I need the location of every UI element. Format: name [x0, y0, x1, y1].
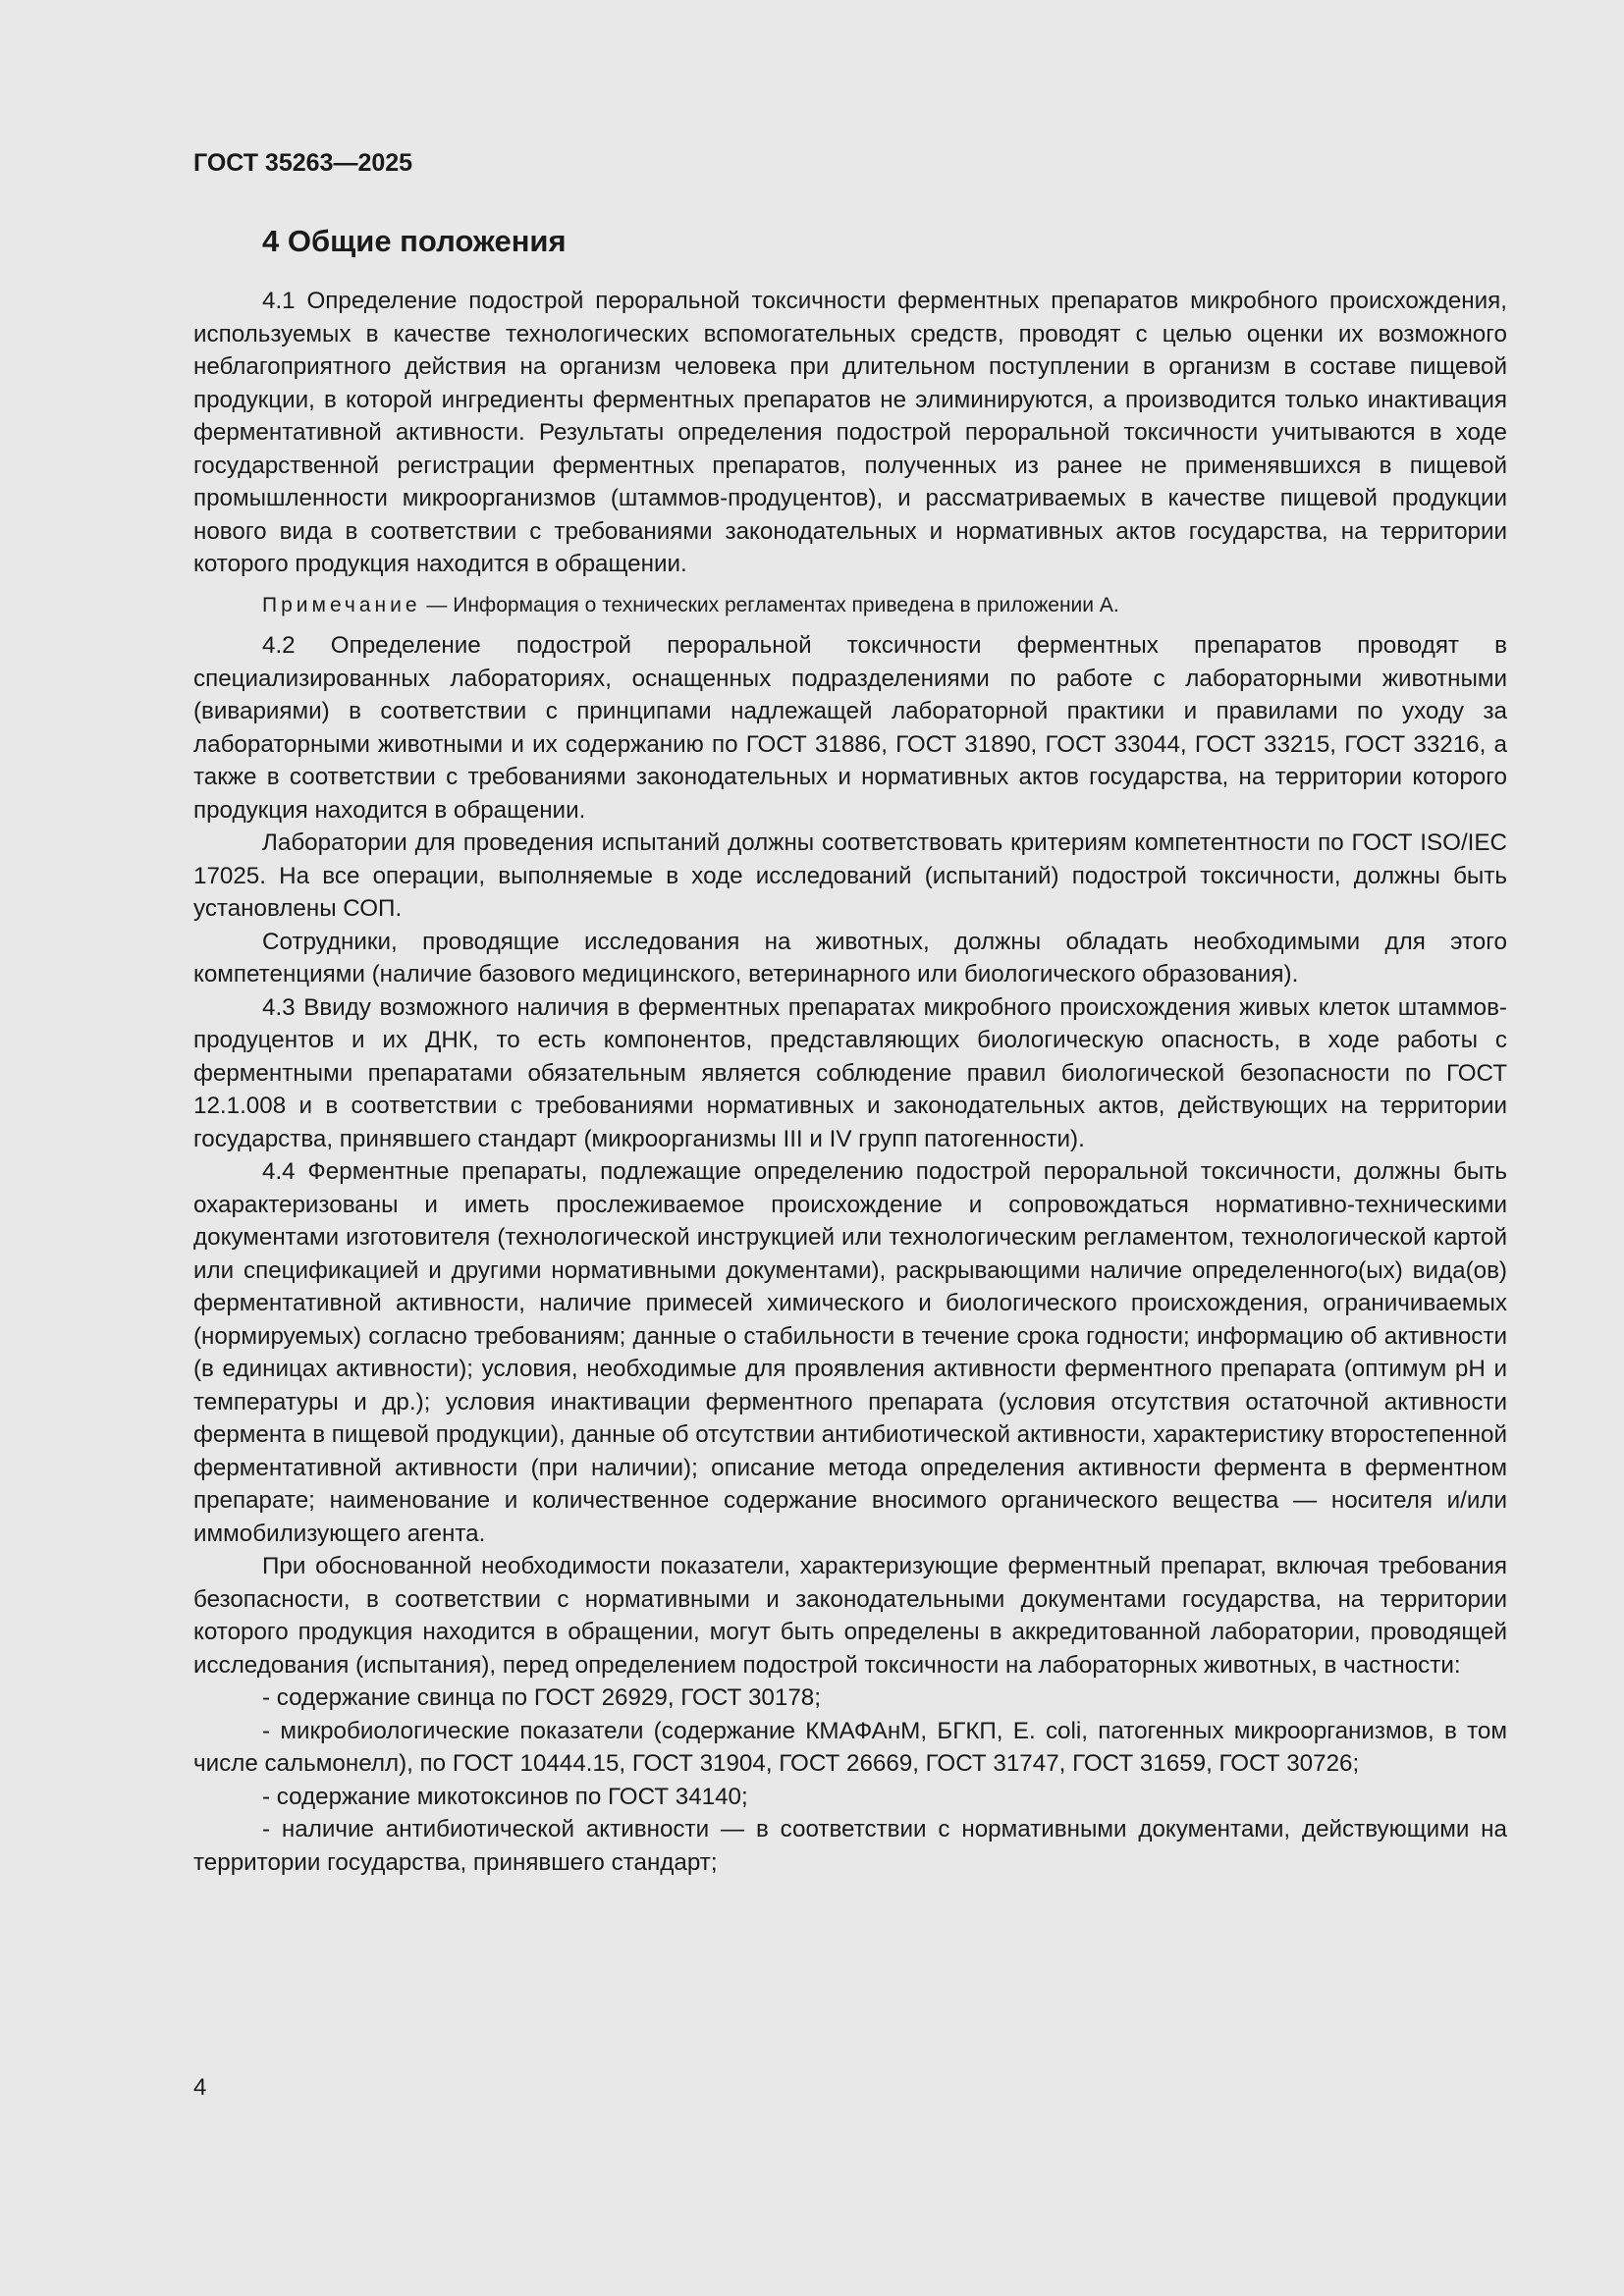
section-body — [193, 285, 1507, 1879]
paragraph-4-1: 4.1 Определение подострой пероральной токсичности ферментных препаратов микробного происхождения, используемых в качестве технологических вспомогательных средств, проводят с целью оценки их возможного неблагоприятного действия на организм человека при длительном поступлении в организм в составе пищевой продукции, в которой ингредиенты ферментных препаратов не элиминируются, а производится только инактивация ферментативной активности. Результаты определения подострой пероральной токсичности учитываются в ходе государственной регистрации ферментных препаратов, полученных из ранее не применявшихся в пищевой промышленности микроорганизмов (штаммов-продуцентов), и рассматриваемых в качестве пищевой продукции нового вида в соответствии с требованиями законодательных и нормативных актов государства, на территории которого продукция находится в обращении. — [193, 288, 1507, 577]
list-item-lead: - содержание свинца по ГОСТ 26929, ГОСТ 30178; — [262, 1684, 821, 1711]
paragraph-4-4-justified: При обоснованной необходимости показатели, характеризующие ферментный препарат, включая требования безопасности, в соответствии с нормативными и законодательными документами государства, на территории которого продукция находится в обращении, могут быть определены в аккредитованной лаборатории, проводящей исследования (испытания), перед определением подострой токсичности на лабораторных животных, в частности: — [193, 1553, 1507, 1679]
paragraph-4-2-laboratories: Лаборатории для проведения испытаний должны соответствовать критериям компетентности по ГОСТ ISO/IEC 17025. На все операции, выполняемые в ходе исследований (испытаний) подострой токсичности, должны быть установлены СОП. — [193, 829, 1507, 922]
paragraph-4-3: 4.3 Ввиду возможного наличия в ферментных препаратах микробного происхождения живых клеток штаммов-продуцентов и их ДНК, то есть компонентов, представляющих биологическую опасность, в ходе работы с ферментными препаратами обязательным является соблюдение правил биологической безопасности по ГОСТ 12.1.008 и в соответствии с требованиями нормативных и законодательных актов, действующих на территории государства, принявшего стандарт (микроорганизмы III и IV групп патогенности). — [193, 993, 1507, 1152]
document-code: ГОСТ 35263—2025 — [193, 149, 413, 177]
note — [193, 589, 1507, 622]
page-number: 4 — [193, 2074, 207, 2101]
section-title: 4 Общие положения — [262, 224, 567, 258]
paragraph-4-2: 4.2 Определение подострой пероральной токсичности ферментных препаратов проводят в специализированных лабораториях, оснащенных подразделениями по работе с лабораторными животными (вивариями) в соответствии с принципами надлежащей лабораторной практики и правилами по уходу за лабораторными животными и их содержанию по ГОСТ 31886, ГОСТ 31890, ГОСТ 33044, ГОСТ 33215, ГОСТ 33216, а также в соответствии с требованиями законодательных и нормативных актов государства, на территории которого продукция находится в обращении. — [193, 632, 1507, 824]
paragraph-4-4: 4.4 Ферментные препараты, подлежащие определению подострой пероральной токсичности, должны быть охарактеризованы и иметь прослеживаемое происхождение и сопровождаться нормативно-техническими документами изготовителя (технологической инструкцией или технологическим регламентом, технологической картой или спецификацией и другими нормативными документами), раскрывающими наличие определенного(ых) вида(ов) ферментативной активности, наличие примесей химического и биологического происхождения, ограничиваемых (нормируемых) согласно требованиям; данные о стабильности в течение срока годности; информацию об активности (в единицах активности); условия, необходимые для проявления активности ферментного препарата (оптимум рН и температуры и др.); условия инактивации ферментного препарата (условия отсутствия остаточной активности фермента в пищевой продукции), данные об отсутствии антибиотической активности, характеристику второстепенной ферментативной активности (при наличии); описание метода определения активности фермента в ферментном препарате; наименование и количественное содержание вносимого органического вещества — носителя и/или иммобилизующего агента. — [193, 1158, 1508, 1547]
paragraph-4-2-staff: Сотрудники, проводящие исследования на животных, должны обладать необходимыми для этого компетенциями (наличие базового медицинского, ветеринарного или биологического образования). — [193, 928, 1507, 988]
note-text: — Информация о технических регламентах приведена в приложении А. — [420, 593, 1119, 616]
list-item-antibiotic: - наличие антибиотической активности — в соответствии с нормативными документами, действующими на территории государства, принявшего стандарт; — [193, 1816, 1507, 1876]
note-label: Примечание — [262, 593, 421, 616]
list-item-microbiology: - микробиологические показатели (содержание КМАФАнМ, БГКП, E. coli, патогенных микроорганизмов, в том числе сальмонелл), по ГОСТ 10444.15, ГОСТ 31904, ГОСТ 26669, ГОСТ 31747, ГОСТ 31659, ГОСТ 30726; — [193, 1717, 1507, 1777]
list-item-mycotoxins: - содержание микотоксинов по ГОСТ 34140; — [262, 1783, 748, 1810]
